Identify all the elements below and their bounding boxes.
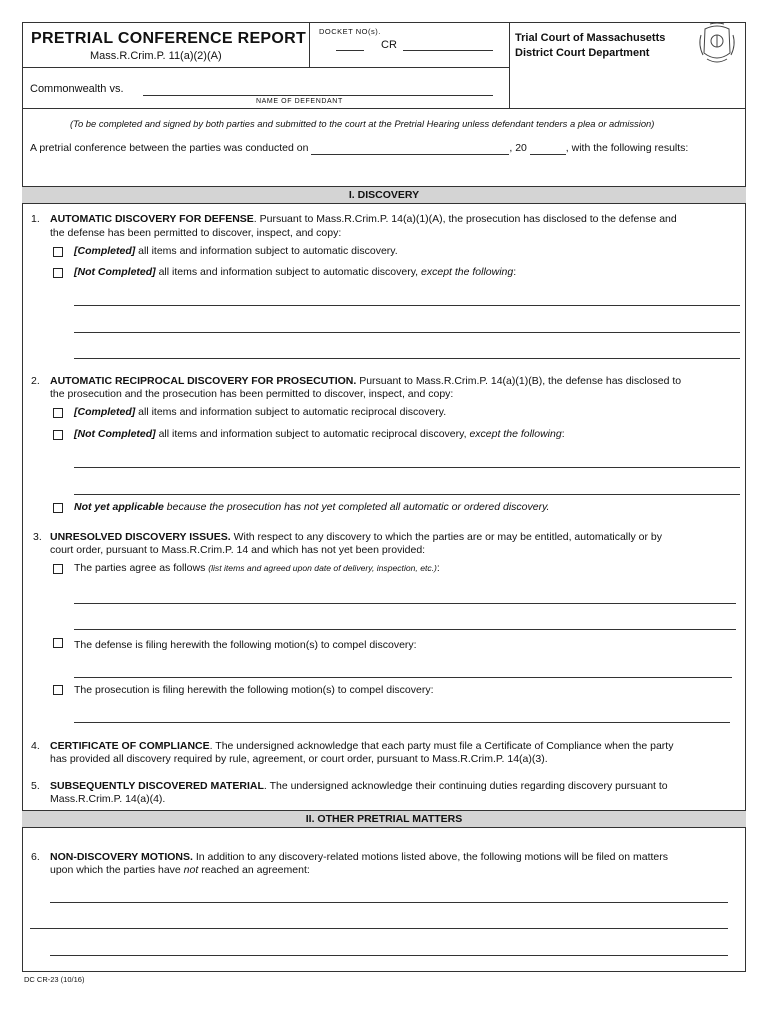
item-3-agree-text: The parties agree as follows [74,562,206,574]
item-6-text-a: In addition to any discovery-related motions listed above, the following motions will be filed on matters [192,851,669,863]
item-2-completed-rest: all items and information subject to automatic reciprocal discovery. [135,406,447,418]
item-1-completed-label [74,245,398,258]
item-1-not-completed-rest: all items and information subject to automatic discovery, [155,266,422,278]
item-1-not-completed-bold: [Not Completed] [74,266,156,278]
item-2-text-b: the prosecution and the prosecution has been permitted to discover, inspect, and copy: [50,388,454,400]
item-1-entry-line-3[interactable] [74,358,740,359]
item-3-heading: UNRESOLVED DISCOVERY ISSUES. [50,531,231,543]
form-title: PRETRIAL CONFERENCE REPORT [31,30,307,47]
item-4-number: 4. [31,740,40,752]
item-4-text [50,740,673,753]
item-2-completed-label [74,406,446,419]
header-divider-2 [509,22,510,108]
item-6-entry-line-2[interactable] [30,928,728,929]
item-2-not-applicable-bold: Not yet applicable [74,501,164,513]
header-divider-1 [309,22,310,67]
item-2-heading: AUTOMATIC RECIPROCAL DISCOVERY FOR PROSECUTION. [50,375,357,387]
item-3-entry-line-2[interactable] [74,629,736,630]
item-2-not-completed-italic: except the following [469,428,562,440]
item-2-not-completed-bold: [Not Completed] [74,428,156,440]
item-2-number: 2. [31,375,40,387]
docket-label: DOCKET NO(s). [319,27,381,36]
instructions: (To be completed and signed by both parties and submitted to the court at the Pretrial Hearing unless defendant tenders a plea or admission) [70,118,655,129]
conference-date-field[interactable] [311,144,509,155]
item-6-heading: NON-DISCOVERY MOTIONS. [50,851,193,863]
massachusetts-seal-icon [697,23,737,65]
item-6-entry-line-3[interactable] [50,955,728,956]
item-2-entry-line-1[interactable] [74,467,740,468]
item-1-not-completed-end: : [513,266,517,278]
item-1-text [50,213,677,226]
item-2-entry-line-2[interactable] [74,494,740,495]
conference-line [30,142,688,155]
item-2-not-completed-end: : [561,428,565,440]
conference-suffix: , with the following results: [565,142,689,154]
section-discovery-bar: I. DISCOVERY [22,186,746,204]
item-5-number: 5. [31,780,40,792]
docket-year-field[interactable] [336,50,364,51]
item-3-text [50,531,662,544]
item-2-not-completed-checkbox[interactable] [53,430,63,440]
item-1-entry-line-1[interactable] [74,305,740,306]
item-3-prosecution-motion-checkbox[interactable] [53,685,63,695]
item-5-text [50,780,668,793]
item-4-heading: CERTIFICATE OF COMPLIANCE [50,740,210,752]
item-1-not-completed-label [74,266,516,279]
item-3-entry-line-1[interactable] [74,603,736,604]
item-3-text-a: With respect to any discovery to which the parties are or may be entitled, automatically or by [230,531,662,543]
item-5-heading: SUBSEQUENTLY DISCOVERED MATERIAL [50,780,264,792]
item-3-defense-motion-label: The defense is filing herewith the following motion(s) to compel discovery: [74,639,417,651]
defendant-caption: NAME OF DEFENDANT [256,98,343,105]
item-3-defense-motion-checkbox[interactable] [53,638,63,648]
conference-year-field[interactable] [530,144,566,155]
item-3-text-b: court order, pursuant to Mass.R.Crim.P. 14 and which has not yet been provided: [50,544,426,556]
item-5-text-b: Mass.R.Crim.P. 14(a)(4). [50,793,166,805]
item-1-completed-rest: all items and information subject to automatic discovery. [135,245,398,257]
item-2-text [50,375,681,388]
item-1-not-completed-checkbox[interactable] [53,268,63,278]
item-6-text-b1: upon which the parties have [50,864,184,876]
item-2-not-completed-rest: all items and information subject to automatic reciprocal discovery, [155,428,470,440]
item-1-not-completed-italic: except the following [421,266,514,278]
item-3-agree-checkbox[interactable] [53,564,63,574]
item-3-defense-entry-line[interactable] [74,677,732,678]
item-6-entry-line-1[interactable] [50,902,728,903]
item-5-text-a: . The undersigned acknowledge their continuing duties regarding discovery pursuant to [263,780,668,792]
docket-cr-label: CR [381,39,397,51]
commonwealth-label: Commonwealth vs. [30,83,124,95]
item-1-heading: AUTOMATIC DISCOVERY FOR DEFENSE [50,213,254,225]
item-2-not-completed-label [74,428,565,441]
item-1-text-b: the defense has been permitted to discover, inspect, and copy: [50,227,342,239]
item-4-text-b: has provided all discovery required by rule, agreement, or court order, pursuant to Mass.R.Crim.P. 14(a)(3). [50,753,548,765]
item-3-prosecution-motion-label: The prosecution is filing herewith the following motion(s) to compel discovery: [74,684,434,696]
item-3-agree-label [74,562,440,575]
item-1-text-a: . Pursuant to Mass.R.Crim.P. 14(a)(1)(A), the prosecution has disclosed to the defense and [253,213,677,225]
item-1-entry-line-2[interactable] [74,332,740,333]
item-2-not-applicable-label [74,501,549,514]
item-1-number: 1. [31,213,40,225]
court-name: Trial Court of Massachusetts [515,32,666,44]
item-6-text [50,851,668,864]
item-2-text-a: Pursuant to Mass.R.Crim.P. 14(a)(1)(B), the defense has disclosed to [356,375,682,387]
item-2-completed-checkbox[interactable] [53,408,63,418]
form-frame [22,22,746,972]
section-other-bar: II. OTHER PRETRIAL MATTERS [22,810,746,828]
court-department: District Court Department [515,47,650,59]
parties-bottom-rule [22,108,746,109]
docket-number-field[interactable] [403,50,493,51]
item-3-number: 3. [33,531,42,543]
item-3-prosecution-entry-line[interactable] [74,722,730,723]
conference-prefix: A pretrial conference between the parties was conducted on [30,142,309,154]
item-3-agree-end: : [436,562,440,574]
item-1-completed-checkbox[interactable] [53,247,63,257]
item-2-not-applicable-rest: because the prosecution has not yet completed all automatic or ordered discovery. [163,501,550,513]
item-2-not-applicable-checkbox[interactable] [53,503,63,513]
header-bottom-rule [22,67,510,68]
item-6-text-italic: not [183,864,199,876]
item-6-text-b [50,864,310,877]
rule-reference: Mass.R.Crim.P. 11(a)(2)(A) [90,50,222,62]
item-6-text-b2: reached an agreement: [198,864,310,876]
item-3-agree-note: (list items and agreed upon date of delivery, inspection, etc.) [208,563,437,573]
item-6-number: 6. [31,851,40,863]
item-2-completed-bold: [Completed] [74,406,136,418]
form-id: DC CR-23 (10/16) [24,975,85,984]
item-1-completed-bold: [Completed] [74,245,136,257]
item-4-text-a: . The undersigned acknowledge that each party must file a Certificate of Compliance when the party [209,740,674,752]
conference-year-prefix: , 20 [509,142,527,154]
defendant-name-field[interactable] [143,95,493,96]
